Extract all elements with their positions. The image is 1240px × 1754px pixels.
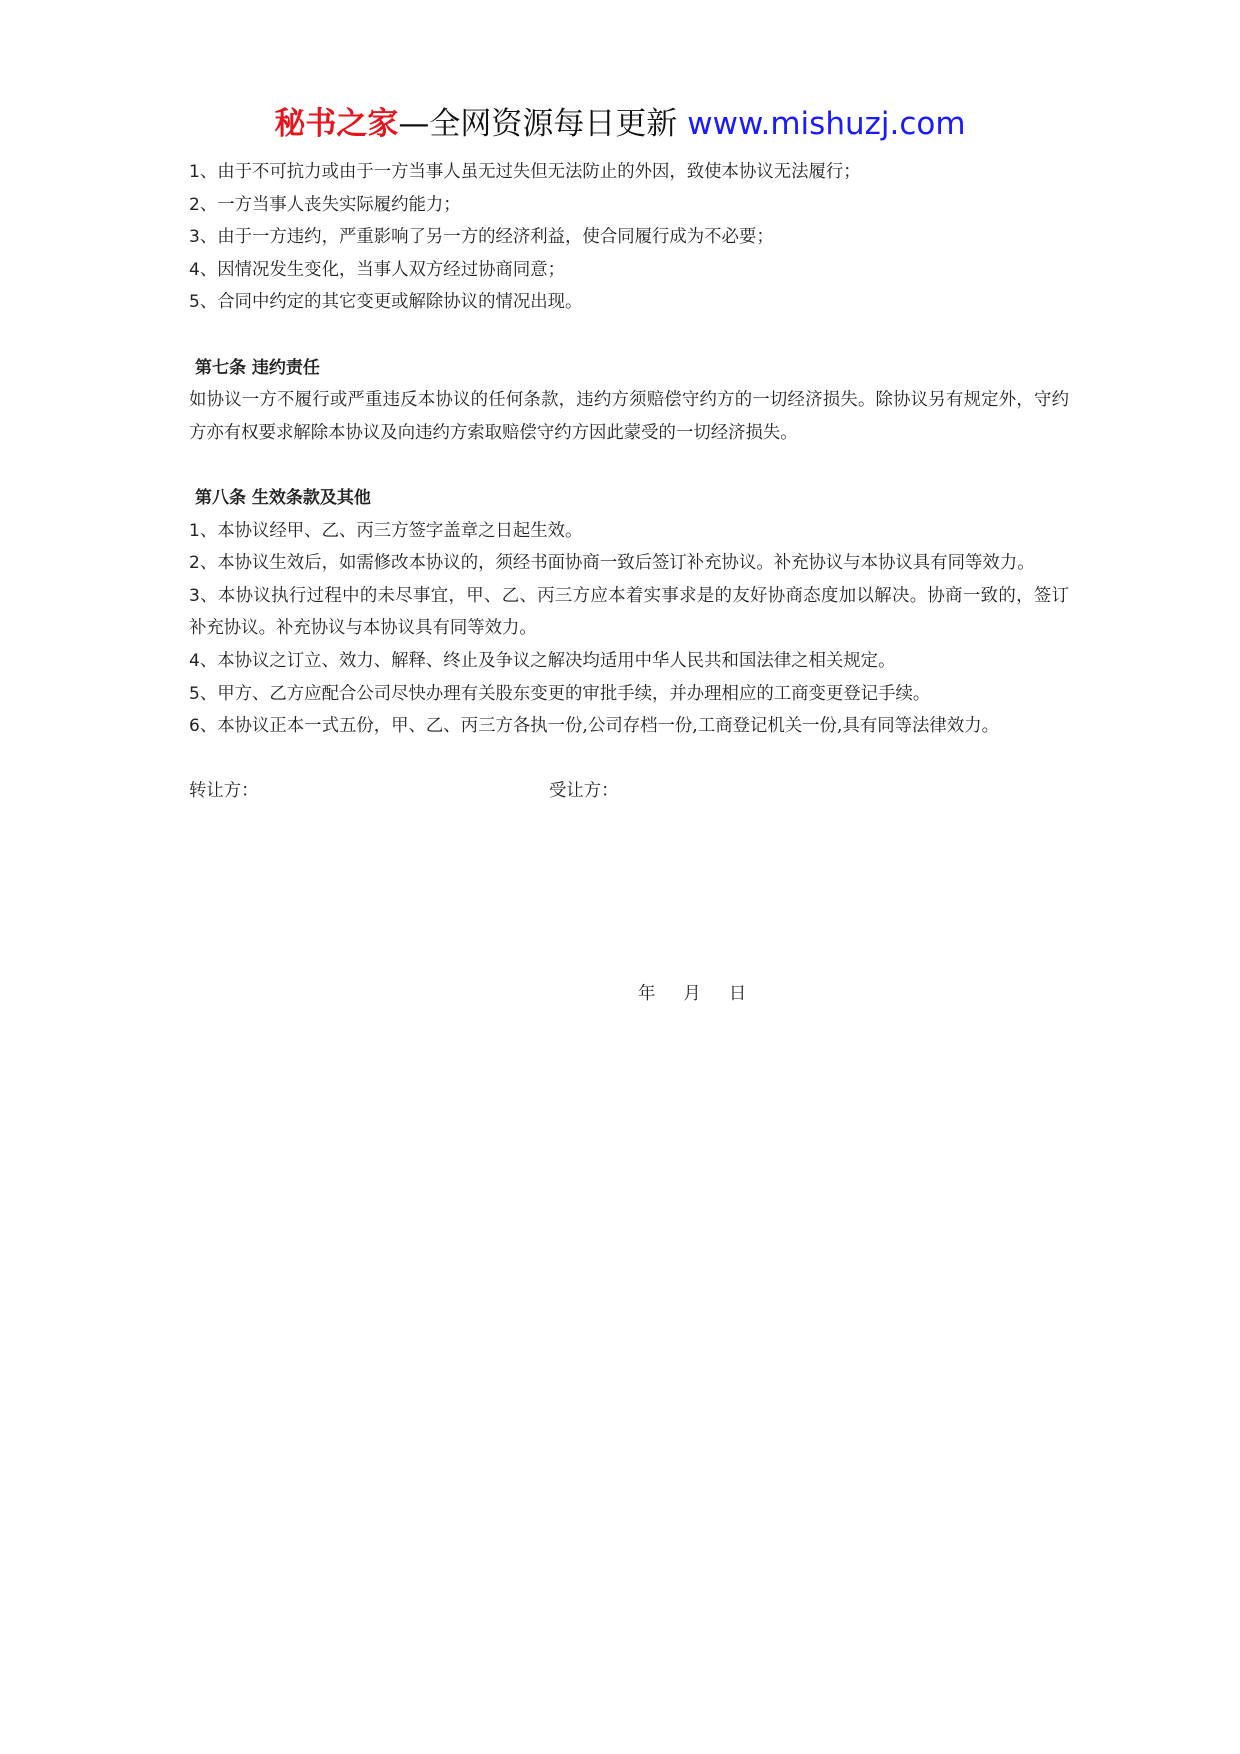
brand-slogan: —全网资源每日更新: [398, 106, 688, 142]
item-text: 、由于不可抗力或由于一方当事人虽无过失但无法防止的外因，致使本协议无法履行；: [199, 162, 861, 182]
item-text: 、由于一方违约，严重影响了另一方的经济利益，使合同履行成为不必要；: [199, 227, 774, 248]
document-body: [189, 156, 1069, 808]
list-item: [189, 580, 1069, 645]
list-item: [189, 156, 1069, 189]
item-text: 、本协议执行过程中的未尽事宜，甲、乙、丙三方应本着实事求是的友好协商态度加以解决。协商一致的，签订补充协议。补充协议与本协议具有同等效力。: [189, 585, 1069, 639]
item-number: 2: [189, 194, 200, 215]
item-text: 、本协议正本一式五份，甲、乙、丙三方各执一份,公司存档一份,工商登记机关一份,具有同等法律效力。: [199, 716, 999, 737]
list-item: [189, 286, 1069, 319]
list-item: [189, 254, 1069, 287]
list-item: [189, 678, 1069, 711]
date-month: 月: [683, 984, 701, 1004]
transferee-label: 受让方：: [549, 781, 619, 802]
clause-7-body: 如协议一方不履行或严重违反本协议的任何条款，违约方须赔偿守约方的一切经济损失。除协议另有规定外，守约方亦有权要求解除本协议及向违约方索取赔偿守约方因此蒙受的一切经济损失。: [189, 390, 1069, 443]
brand-name: 秘书之家: [274, 106, 399, 142]
list-item: [189, 645, 1069, 678]
item-text: 、因情况发生变化，当事人双方经过协商同意；: [199, 259, 566, 280]
clause-7-heading: 第七条 违约责任: [195, 357, 320, 378]
item-text: 、一方当事人丧失实际履约能力；: [199, 194, 461, 215]
site-banner: [0, 100, 1240, 148]
list-item: [189, 710, 1069, 743]
list-item: [189, 189, 1069, 222]
date-day: 日: [728, 984, 747, 1004]
item-number: 3: [189, 227, 200, 248]
signature-row: [189, 775, 1069, 808]
item-number: 5: [189, 683, 200, 704]
list-item: [189, 515, 1069, 548]
item-number: 1: [189, 520, 200, 541]
item-number: 2: [189, 553, 200, 574]
clause-8-heading: 第八条 生效条款及其他: [195, 487, 371, 508]
item-text: 、甲方、乙方应配合公司尽快办理有关股东变更的审批手续，并办理相应的工商变更登记手续。: [199, 683, 931, 704]
transferor-label: 转让方：: [189, 781, 259, 802]
date-line: [638, 978, 746, 1010]
item-number: 3: [189, 585, 200, 606]
spacer: [189, 319, 1069, 352]
list-item: [189, 547, 1069, 580]
site-url-link[interactable]: www.mishuzj.com: [687, 106, 966, 142]
item-text: 、本协议经甲、乙、丙三方签字盖章之日起生效。: [199, 520, 583, 541]
item-number: 4: [189, 650, 200, 671]
item-text: 、本协议生效后，如需修改本协议的，须经书面协商一致后签订补充协议。补充协议与本协议具有同等效力。: [199, 553, 1035, 574]
item-text: 、合同中约定的其它变更或解除协议的情况出现。: [199, 292, 583, 313]
spacer: [189, 743, 1069, 776]
item-number: 4: [189, 259, 200, 280]
item-text: 、本协议之订立、效力、解释、终止及争议之解决均适用中华人民共和国法律之相关规定。: [199, 650, 896, 671]
date-year: 年: [638, 984, 656, 1004]
item-number: 5: [189, 292, 200, 313]
item-number: 6: [189, 716, 200, 737]
item-number: 1: [189, 162, 200, 182]
spacer: [189, 449, 1069, 482]
list-item: [189, 221, 1069, 254]
